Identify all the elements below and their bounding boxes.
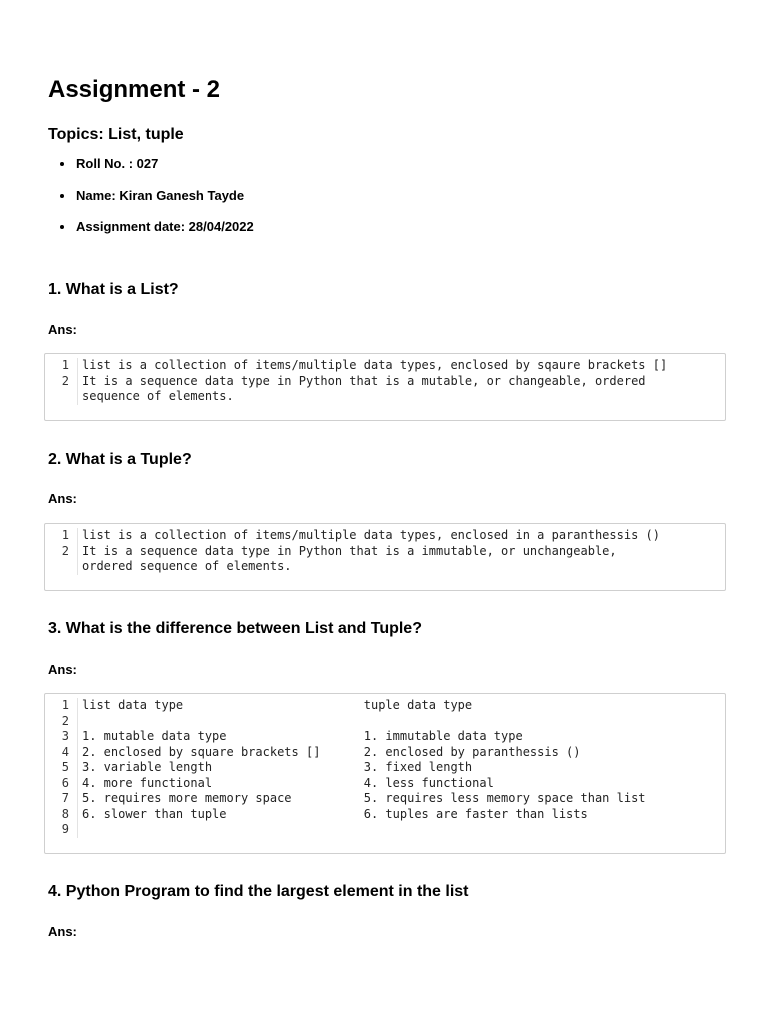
code-text: 4. more functional 4. less functional: [82, 775, 494, 790]
code-cell-2[interactable]: [44, 523, 726, 591]
line-number: 7: [45, 791, 78, 807]
question-1-heading: 1. What is a List?: [48, 281, 179, 298]
code-text: It is a sequence data type in Python that is a immutable, or unchangeable, ordered sequence of elements.: [82, 543, 617, 573]
code-line: [45, 807, 725, 823]
code-cell-1[interactable]: [44, 353, 726, 421]
code-text: [78, 822, 725, 838]
code-cell-3[interactable]: [44, 693, 726, 854]
code-line: [45, 776, 725, 792]
line-number: 5: [45, 760, 78, 776]
code-text: [78, 714, 725, 730]
bullet-icon: [60, 162, 64, 166]
code-text: 2. enclosed by square brackets [] 2. enclosed by paranthessis (): [82, 744, 581, 759]
line-number: 2: [45, 714, 78, 730]
code-line: [45, 760, 725, 776]
question-2-ans-label: Ans:: [48, 491, 77, 506]
meta-item-roll: [48, 155, 254, 187]
line-number: 1: [45, 698, 78, 714]
code-text: list data type tuple data type: [82, 698, 473, 712]
line-number: 4: [45, 745, 78, 761]
code-line: [45, 374, 725, 405]
question-3-ans-label: Ans:: [48, 662, 77, 677]
code-line: [45, 698, 725, 714]
bullet-icon: [60, 194, 64, 198]
code-text: 6. slower than tuple 6. tuples are faster than lists: [82, 806, 588, 821]
topics-heading: Topics: List, tuple: [48, 126, 184, 143]
line-number: 1: [45, 528, 78, 544]
line-number: 8: [45, 807, 78, 823]
code-line: [45, 791, 725, 807]
line-number: 6: [45, 776, 78, 792]
line-number: 1: [45, 358, 78, 374]
code-line: [45, 745, 725, 761]
meta-item-name: [48, 187, 254, 219]
meta-list: [48, 155, 254, 250]
line-number: 2: [45, 374, 78, 405]
code-line: [45, 822, 725, 838]
code-line: [45, 358, 725, 374]
code-text: 1. mutable data type 1. immutable data type: [82, 729, 523, 743]
line-number: 2: [45, 544, 78, 575]
code-text: 5. requires more memory space 5. requires less memory space than list: [82, 791, 646, 805]
question-4-ans-label: Ans:: [48, 924, 77, 939]
meta-item-date: [48, 218, 254, 250]
question-3-heading: 3. What is the difference between List and Tuple?: [48, 620, 422, 637]
code-text: 3. variable length 3. fixed length: [82, 760, 473, 774]
question-1-ans-label: Ans:: [48, 322, 77, 337]
code-line: [45, 544, 725, 575]
code-text: list is a collection of items/multiple data types, enclosed by sqaure brackets []: [82, 358, 668, 372]
code-text: list is a collection of items/multiple data types, enclosed in a paranthessis (): [82, 528, 660, 542]
code-text: It is a sequence data type in Python that is a mutable, or changeable, ordered sequence of elements.: [82, 373, 646, 403]
code-line: [45, 729, 725, 745]
meta-item-label: Name: Kiran Ganesh Tayde: [76, 187, 245, 203]
meta-item-label: Assignment date: 28/04/2022: [76, 219, 254, 234]
bullet-icon: [60, 225, 64, 229]
page-title: Assignment - 2: [48, 76, 221, 103]
question-4-heading: 4. Python Program to find the largest element in the list: [48, 883, 469, 900]
meta-item-label: Roll No. : 027: [76, 156, 159, 171]
question-2-heading: 2. What is a Tuple?: [48, 451, 192, 468]
line-number: 3: [45, 729, 78, 745]
code-line: [45, 528, 725, 544]
line-number: 9: [45, 822, 78, 838]
code-line: [45, 714, 725, 730]
